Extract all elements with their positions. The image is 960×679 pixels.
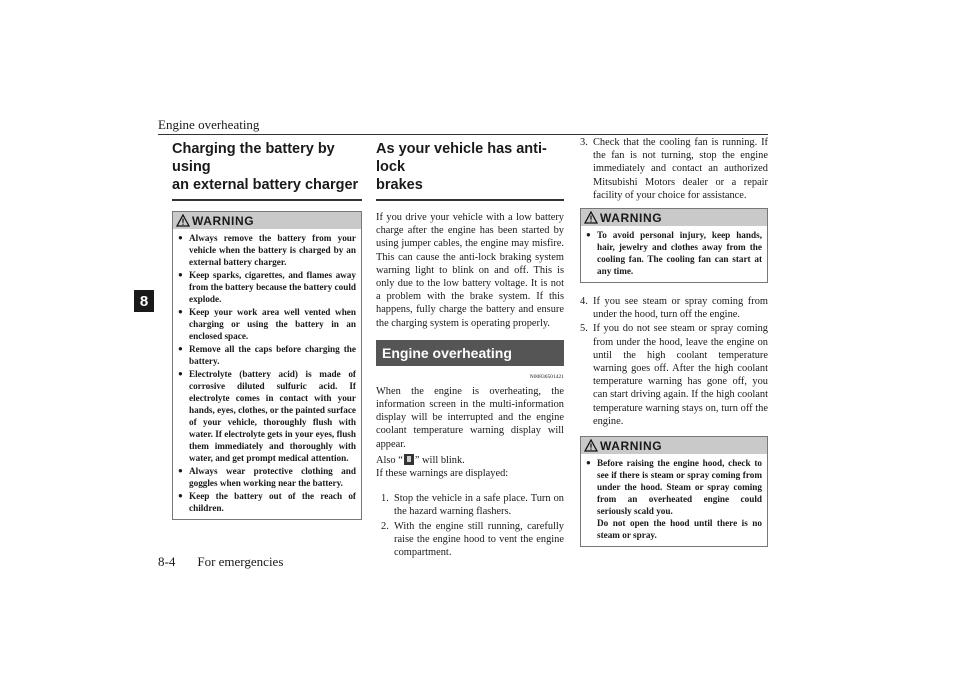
warning-list bbox=[581, 454, 767, 546]
section-name: For emergencies bbox=[197, 554, 284, 569]
left-column bbox=[172, 140, 362, 520]
step-item bbox=[580, 295, 768, 321]
step-text: With the engine still running, carefully raise the engine hood to vent the engine compartment. bbox=[394, 520, 564, 559]
step-number: 3. bbox=[580, 137, 588, 148]
warning-item: ● Keep sparks, cigarettes, and flames away from the battery because the battery could explode. bbox=[189, 269, 356, 305]
warning-triangle-icon bbox=[176, 214, 190, 227]
step-number: 1. bbox=[381, 493, 389, 505]
steps-list bbox=[376, 492, 564, 559]
title-line-2: brakes bbox=[376, 177, 423, 193]
antilock-paragraph: If you drive your vehicle with a low battery charge after the engine has been started by using jumper cables, the engine may misfire. This can cause the anti-lock braking system warning light to blink on and off. This is only due to the low battery voltage. It is not a problem with the brake system. If this happens, fully charge the battery and ensure the charging system is operating properly. bbox=[376, 212, 564, 329]
warning-list bbox=[581, 226, 767, 282]
chapter-tab: 8 bbox=[134, 290, 154, 312]
title-rule bbox=[172, 199, 362, 201]
warnings-intro: If these warnings are displayed: bbox=[376, 468, 509, 480]
step-text: If you do not see steam or spray coming from under the hood, leave the engine on until the high coolant temperature warning goes off. After the high coolant temperature warning has gone off, you can start driving again. If the high coolant temperature warning stays on, turn off the engine. bbox=[593, 323, 768, 427]
step-item bbox=[580, 322, 768, 428]
warning-box-cooling-fan bbox=[580, 208, 768, 283]
step-number: 4. bbox=[580, 296, 588, 308]
warning-label: WARNING bbox=[192, 213, 255, 228]
warning-list bbox=[173, 229, 361, 519]
warning-header bbox=[581, 209, 767, 226]
overheat-paragraph: When the engine is overheating, the information screen in the multi-information display will be interrupted and the engine coolant temperature warning display will appear. bbox=[376, 385, 564, 450]
warning-item: ● Electrolyte (battery acid) is made of corrosive diluted sulfuric acid. If electrolyte comes in contact with your hands, eyes, clothes, or the painted surface of your vehicle, thoroughly flush with water. If electrolyte gets in your eyes, flush them immediately and thoroughly with water, and get prompt medical attention. bbox=[189, 368, 356, 464]
coolant-temperature-icon bbox=[404, 454, 414, 465]
warning-item: ● Keep your work area well vented when charging or using the battery in an enclosed space. bbox=[189, 306, 356, 342]
warning-triangle-icon bbox=[584, 439, 598, 452]
blink-line bbox=[376, 454, 564, 467]
title-line-1: As your vehicle has anti-lock bbox=[376, 141, 547, 175]
reference-code: N00836501421 bbox=[529, 373, 564, 380]
warning-item: ● Always wear protective clothing and goggles when working near the battery. bbox=[189, 465, 356, 489]
warning-header bbox=[173, 212, 361, 229]
warning-item-text: Before raising the engine hood, check to see if there is steam or spray coming from under the hood. Steam or spray coming from an overheated engine could seriously scald you. bbox=[597, 458, 762, 517]
warning-item: ● To avoid personal injury, keep hands, hair, jewelry and clothes away from the cooling fan. The cooling fan can start at any time. bbox=[597, 229, 762, 277]
right-column bbox=[580, 136, 768, 547]
page-number: 8-4 bbox=[158, 554, 176, 569]
warning-item bbox=[597, 457, 762, 541]
title-line-1: Charging the battery by using bbox=[172, 141, 335, 175]
page-footer bbox=[158, 554, 283, 570]
engine-overheating-section-title: Engine overheating bbox=[376, 340, 564, 366]
step-item bbox=[381, 492, 564, 518]
blink-after: ” will blink. bbox=[414, 454, 465, 466]
warning-box-hood bbox=[580, 436, 768, 547]
running-header: Engine overheating bbox=[158, 117, 260, 132]
title-line-2: an external battery charger bbox=[172, 177, 359, 193]
warning-label: WARNING bbox=[600, 210, 663, 225]
antilock-title bbox=[376, 140, 564, 194]
step-text: Stop the vehicle in a safe place. Turn on the hazard warning flashers. bbox=[394, 493, 564, 518]
blink-before: Also “ bbox=[376, 454, 403, 466]
steps-list bbox=[580, 295, 768, 428]
step-number: 2. bbox=[381, 520, 389, 532]
warning-item: ● Remove all the caps before charging the battery. bbox=[189, 343, 356, 367]
middle-column bbox=[376, 140, 564, 560]
warning-triangle-icon bbox=[584, 211, 598, 224]
step-item bbox=[381, 520, 564, 560]
header-rule bbox=[158, 134, 768, 135]
warning-item: ● Always remove the battery from your vehicle when the battery is charged by an external battery charger. bbox=[189, 232, 356, 268]
step-number: 5. bbox=[580, 323, 588, 335]
step-text: Check that the cooling fan is running. If the fan is not turning, stop the engine immediately and contact an authorized Mitsubishi Motors dealer or a repair facility of your choice for assistance. bbox=[593, 137, 768, 201]
steps-list bbox=[580, 136, 768, 202]
title-rule bbox=[376, 199, 564, 201]
step-text: If you see steam or spray coming from under the hood, turn off the engine. bbox=[593, 296, 768, 321]
step-item bbox=[580, 136, 768, 202]
battery-charger-title bbox=[172, 140, 362, 194]
warning-item: ● Keep the battery out of the reach of children. bbox=[189, 490, 356, 514]
warning-item-extra: Do not open the hood until there is no steam or spray. bbox=[597, 518, 762, 541]
warning-header bbox=[581, 437, 767, 454]
warning-box-battery bbox=[172, 211, 362, 520]
warning-label: WARNING bbox=[600, 438, 663, 453]
